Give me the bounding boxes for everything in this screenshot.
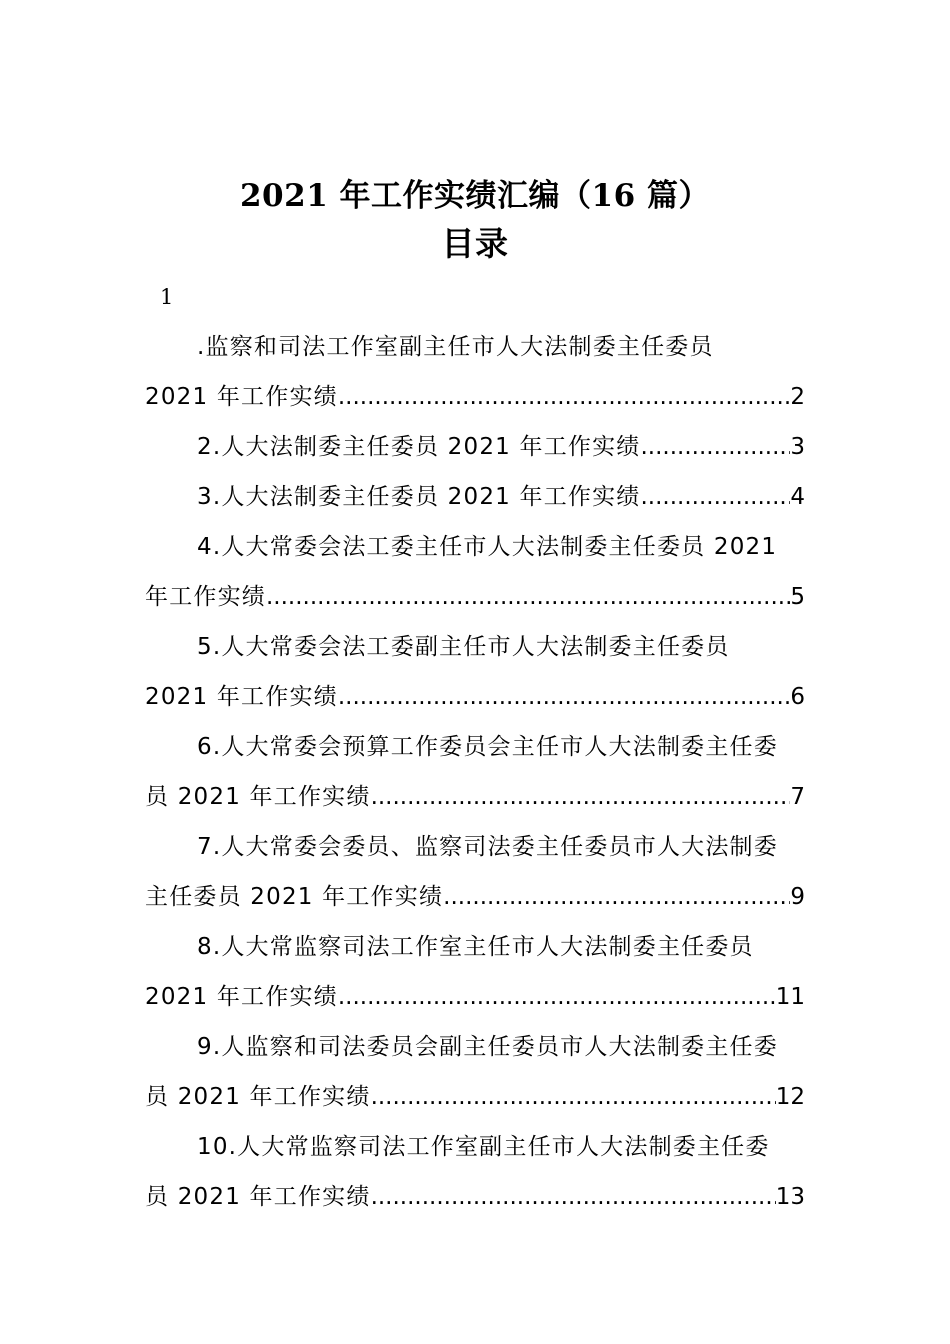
toc-entry-leader-line (145, 422, 805, 472)
toc-entry-title-end: 员 2021 年工作实绩 (145, 784, 371, 810)
toc-entry[interactable] (145, 522, 805, 622)
toc-heading: 目录 (441, 224, 509, 263)
toc-entry-leader-line (145, 972, 805, 1022)
toc-entry-title-end: 2021 年工作实绩 (145, 984, 338, 1010)
toc-entry-title-end: 3.人大法制委主任委员 2021 年工作实绩 (197, 484, 641, 510)
toc-page-number: 7 (790, 784, 805, 810)
toc-entry[interactable] (145, 622, 805, 722)
toc-entry-leader-line (145, 1172, 805, 1222)
toc-page-number: 4 (790, 484, 805, 510)
dot-leader (338, 972, 776, 1022)
toc-entry-leader-line (145, 672, 805, 722)
toc-entry-title-line: 8.人大常监察司法工作室主任市人大法制委主任委员 (197, 934, 754, 960)
toc-page-number: 2 (790, 384, 805, 410)
toc-page-number: 3 (790, 434, 805, 460)
dot-leader (443, 872, 790, 922)
toc-entry-leader-line (145, 872, 805, 922)
toc-entry-title-line: .监察和司法工作室副主任市人大法制委主任委员 (197, 334, 714, 360)
toc-entry[interactable] (145, 322, 805, 422)
toc-entry-title-line: 5.人大常委会法工委副主任市人大法制委主任委员 (197, 634, 730, 660)
toc-entry[interactable] (145, 922, 805, 1022)
toc-entry[interactable] (145, 1022, 805, 1122)
toc-entry[interactable] (145, 822, 805, 922)
toc-page-number: 5 (790, 584, 805, 610)
toc-entry-leader-line (145, 572, 805, 622)
toc-entry-leader-line (145, 372, 805, 422)
toc-entry-title-end: 2021 年工作实绩 (145, 684, 338, 710)
dot-leader (266, 572, 790, 622)
dot-leader (338, 372, 791, 422)
toc-page-number: 11 (775, 984, 805, 1010)
dot-leader (371, 772, 791, 822)
toc-page-number: 6 (790, 684, 805, 710)
toc-entry-title-line: 9.人监察和司法委员会副主任委员市人大法制委主任委 (197, 1034, 778, 1060)
toc-entry-leader-line (145, 1072, 805, 1122)
toc-entry-leader-line (145, 472, 805, 522)
toc-entry[interactable] (145, 422, 805, 472)
toc-entry-title-end: 年工作实绩 (145, 584, 266, 610)
toc-entry[interactable] (145, 472, 805, 522)
toc-entry-title-end: 2021 年工作实绩 (145, 384, 338, 410)
toc-entry-title-end: 主任委员 2021 年工作实绩 (145, 884, 444, 910)
toc-entry-title-end: 员 2021 年工作实绩 (145, 1084, 371, 1110)
dot-leader (371, 1172, 776, 1222)
toc-entry-title-end: 员 2021 年工作实绩 (145, 1184, 371, 1210)
dot-leader (338, 672, 791, 722)
toc-entry-leader-line (145, 772, 805, 822)
toc-entry[interactable] (145, 1122, 805, 1222)
document-title: 2021 年工作实绩汇编（16 篇） (239, 178, 710, 214)
dot-leader (641, 422, 791, 472)
toc-page-number: 13 (775, 1184, 805, 1210)
toc-entry-title-line: 6.人大常委会预算工作委员会主任市人大法制委主任委 (197, 734, 778, 760)
toc-entry-title-line: 7.人大常委会委员、监察司法委主任委员市人大法制委 (197, 834, 778, 860)
toc-entry[interactable] (145, 722, 805, 822)
dot-leader (371, 1072, 776, 1122)
stray-number: 1 (160, 285, 174, 309)
toc-entry-title-line: 4.人大常委会法工委主任市人大法制委主任委员 2021 (197, 534, 778, 560)
toc-entry-title-line: 10.人大常监察司法工作室副主任市人大法制委主任委 (197, 1134, 770, 1160)
table-of-contents (145, 322, 805, 1222)
toc-page-number: 9 (790, 884, 805, 910)
toc-page-number: 12 (775, 1084, 805, 1110)
toc-entry-title-end: 2.人大法制委主任委员 2021 年工作实绩 (197, 434, 641, 460)
dot-leader (641, 472, 791, 522)
